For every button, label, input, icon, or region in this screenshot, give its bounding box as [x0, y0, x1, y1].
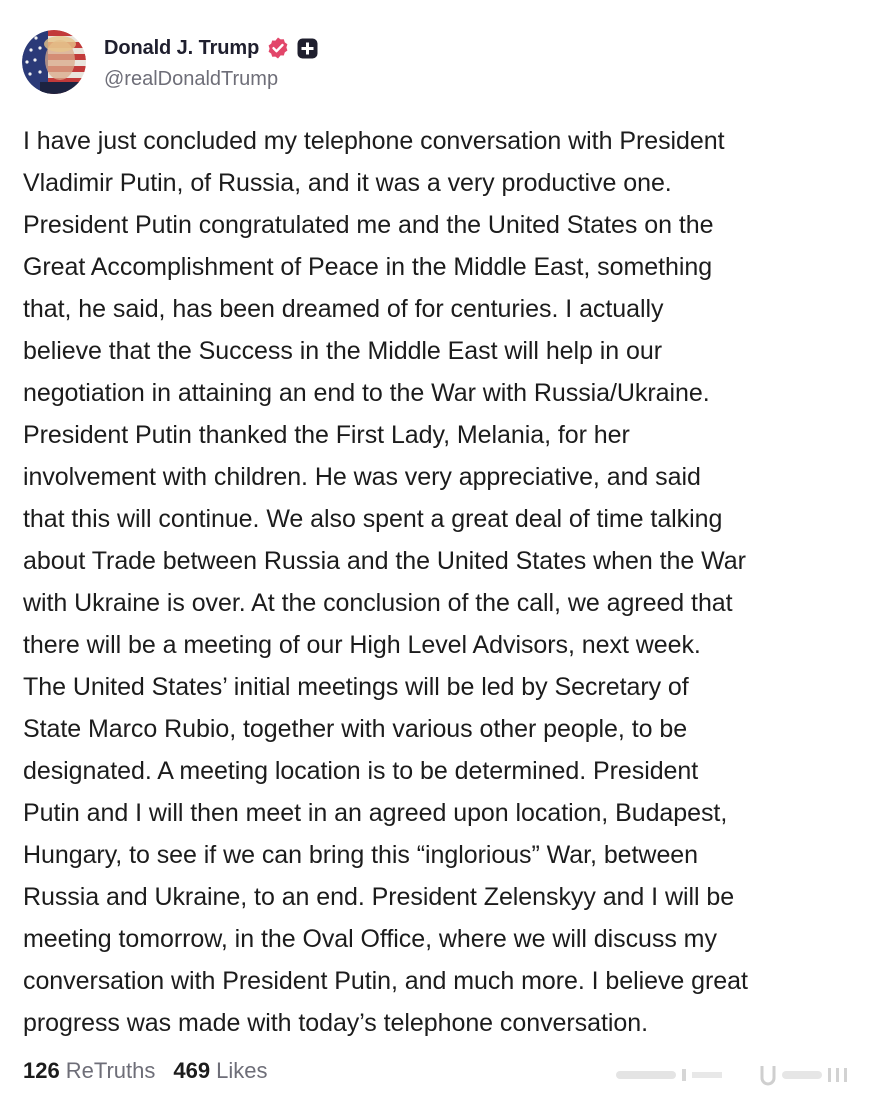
watermark-graphic	[616, 1064, 856, 1086]
author-identity	[104, 33, 318, 91]
verified-badge-icon	[266, 36, 290, 60]
avatar-image	[22, 30, 86, 94]
author-display-name[interactable]: Donald J. Trump	[104, 36, 260, 59]
likes-count[interactable]: 469	[173, 1058, 211, 1083]
post-header	[22, 30, 318, 94]
retruths-label[interactable]: ReTruths	[65, 1058, 156, 1083]
truth-plus-icon	[297, 38, 318, 59]
likes-label[interactable]: Likes	[216, 1058, 268, 1083]
avatar[interactable]	[22, 30, 86, 94]
post-stats	[23, 1058, 267, 1084]
author-handle[interactable]: @realDonaldTrump	[104, 68, 279, 90]
post-body-text: I have just concluded my telephone conversation with President Vladimir Putin, of Russia, and it was a very productive one. President Putin congratulated me and the United States on the Great Accomplishment of Peace in the Middle East, something that, he said, has been dreamed of for centuries. I actually believe that the Success in the Middle East will help in our negotiation in attaining an end to the War with Russia/Ukraine. President Putin thanked the First Lady, Melania, for her involvement with children. He was very appreciative, and said that this will continue. We also spent a great deal of time talking about Trade between Russia and the United States when the War with Ukraine is over. At the conclusion of the call, we agreed that there will be a meeting of our High Level Advisors, next week. The United States’ initial meetings will be led by Secretary of State Marco Rubio, together with various other people, to be designated. A meeting location is to be determined. President Putin and I will then meet in an agreed upon location, Budapest, Hungary, to see if we can bring this “inglorious” War, between Russia and Ukraine, to an end. President Zelenskyy and I will be meeting tomorrow, in the Oval Office, where we will discuss my conversation with President Putin, and much more. I believe great progress was made with today’s telephone conversation.	[23, 127, 748, 1037]
retruths-count[interactable]: 126	[23, 1058, 60, 1083]
name-row	[104, 33, 318, 63]
